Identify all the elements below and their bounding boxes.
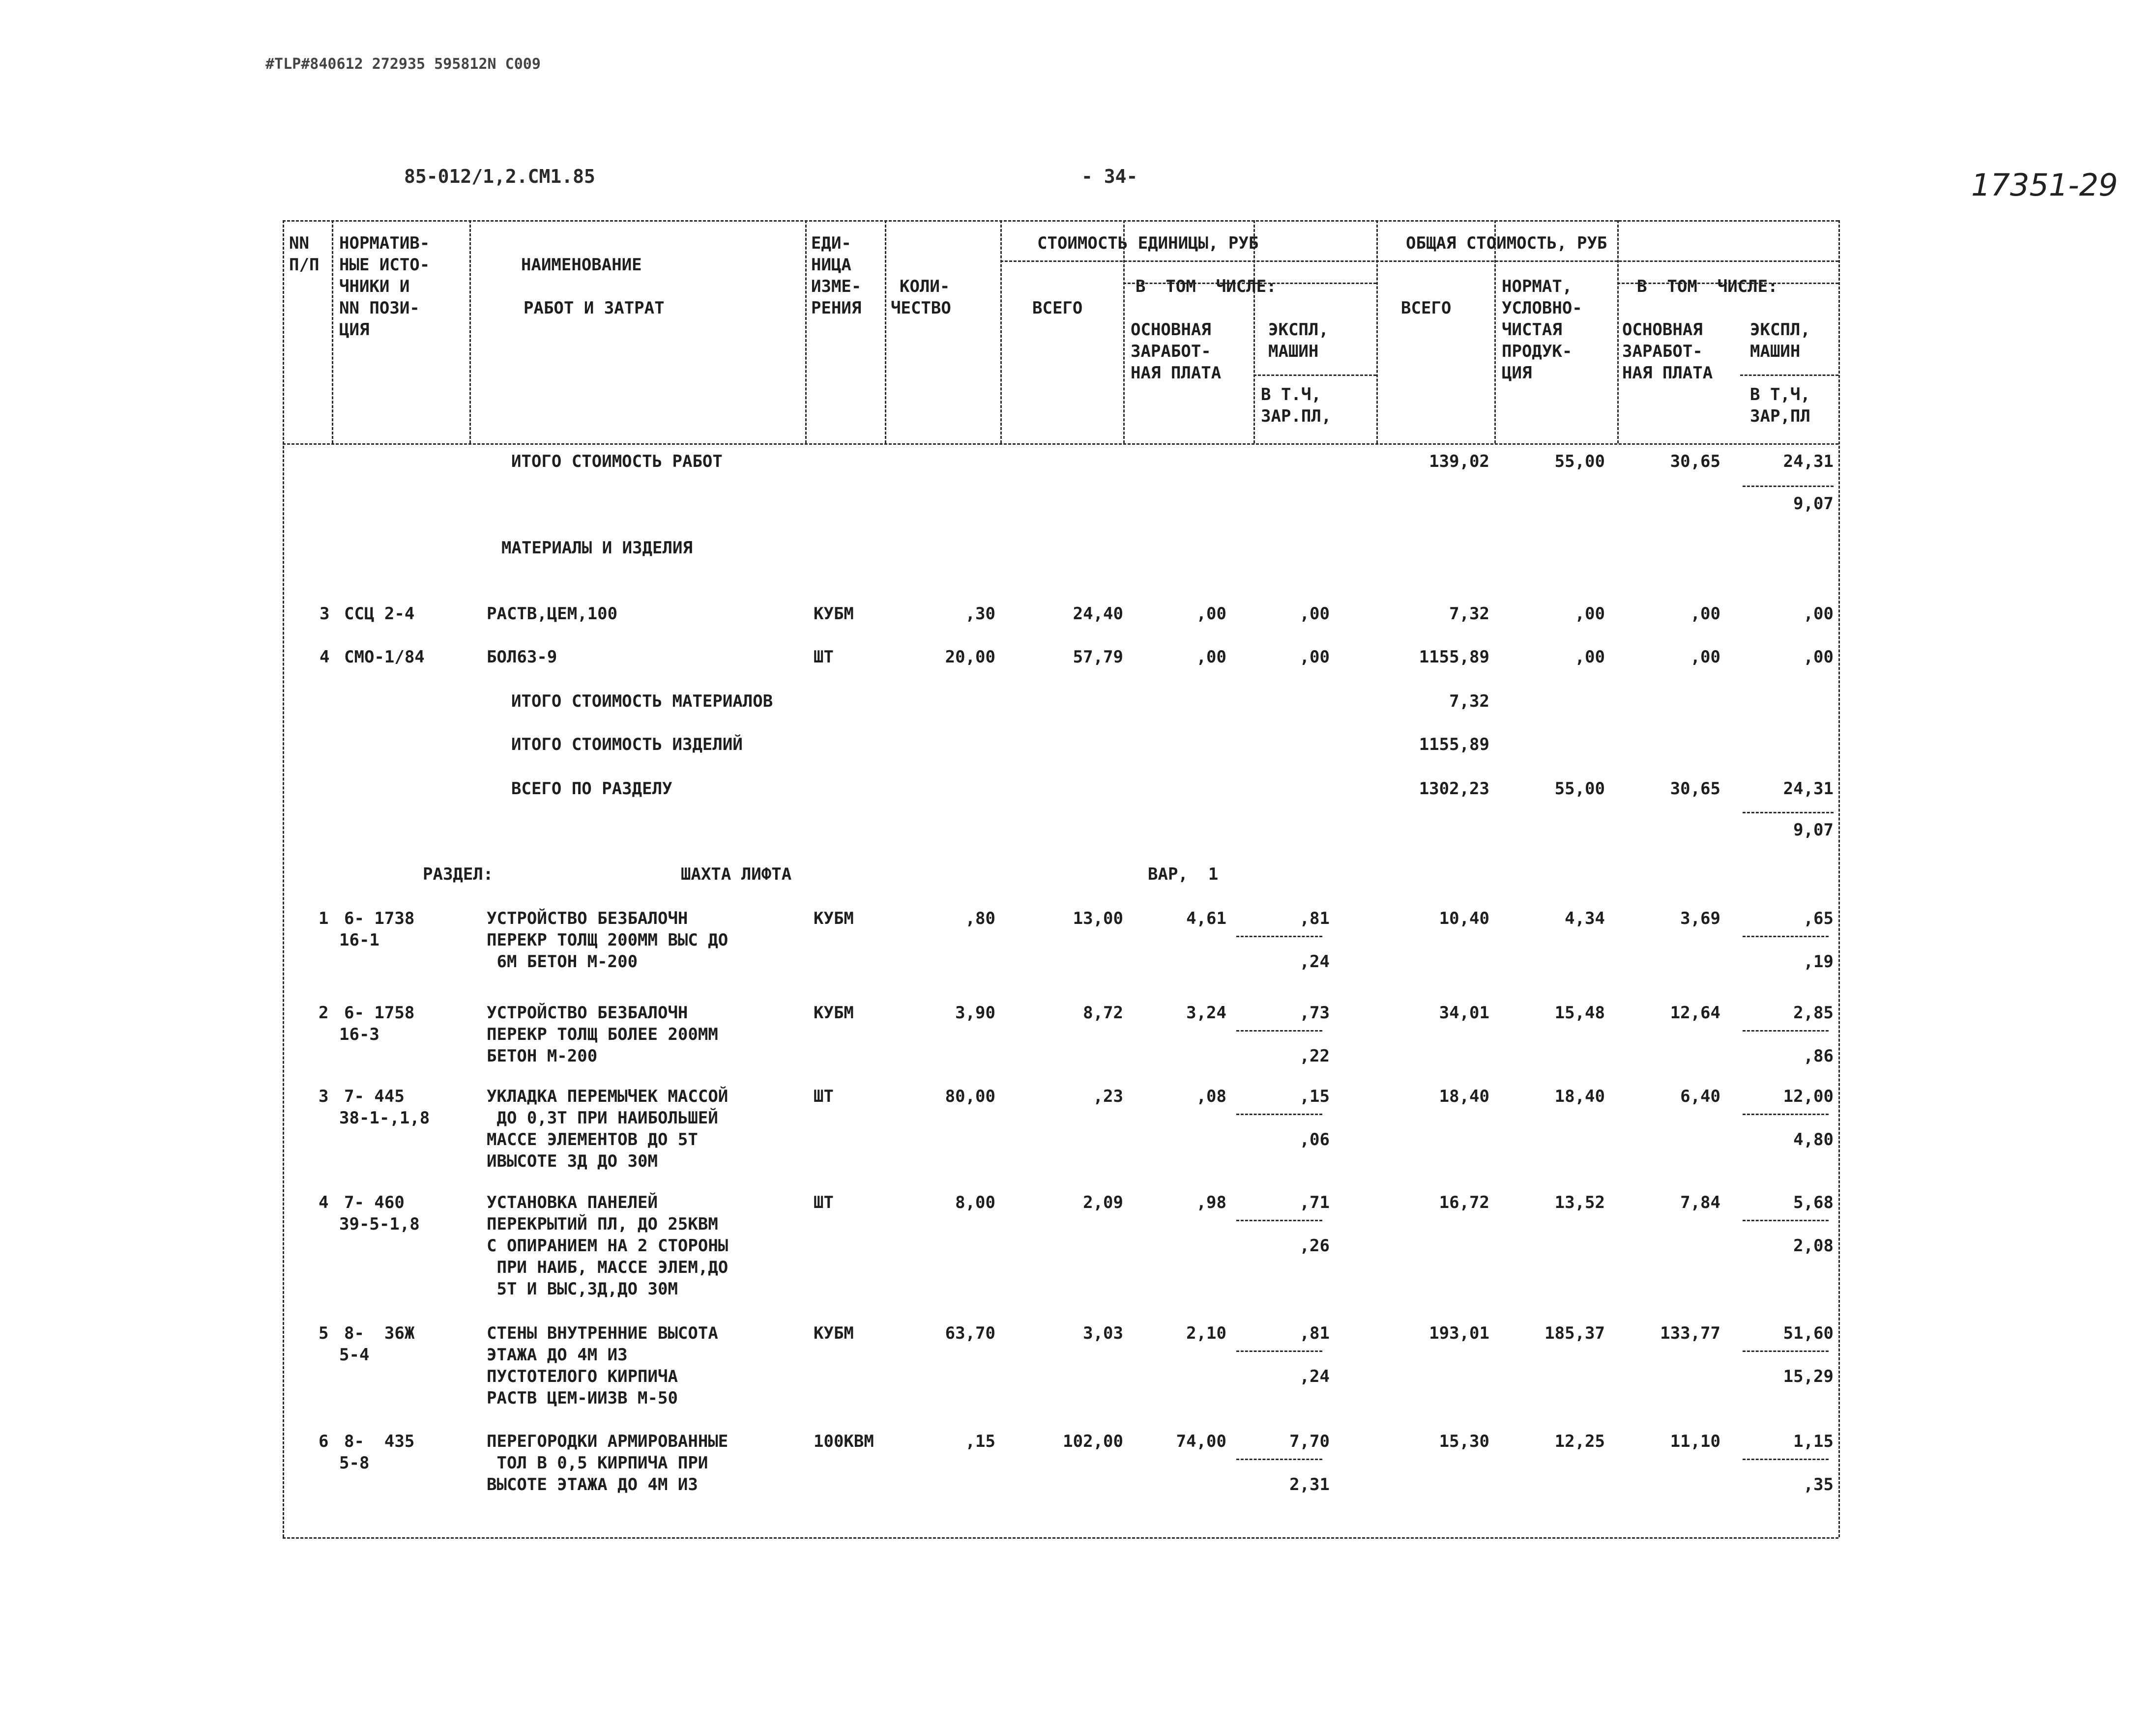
header-normat: УСЛОВНО- — [1502, 298, 1582, 318]
row-unit-osn: ,08 — [1196, 1087, 1226, 1106]
row-total-zp: 2,08 — [1793, 1236, 1834, 1256]
row-total-osn: 12,64 — [1670, 1003, 1720, 1023]
rule-line — [1743, 1350, 1829, 1352]
rule-line — [1236, 1350, 1322, 1352]
row-code: СМО-1/84 — [344, 647, 425, 667]
row-name: СТЕНЫ ВНУТРЕННИЕ ВЫСОТА — [487, 1323, 718, 1343]
header-osn: НАЯ ПЛАТА — [1131, 363, 1222, 383]
row-total-eksp: 12,00 — [1783, 1087, 1834, 1106]
row-total-zp: ,35 — [1803, 1475, 1834, 1494]
header-osn: ЗАРАБОТ- — [1131, 342, 1211, 361]
row-code: 7- 445 — [344, 1087, 405, 1106]
rule-line — [1236, 1459, 1322, 1460]
row-total-eksp: 2,85 — [1793, 1003, 1834, 1023]
row-name: ПРИ НАИБ, МАССЕ ЭЛЕМ,ДО — [487, 1258, 728, 1277]
top-code: #TLP#840612 272935 595812N C009 — [265, 56, 541, 73]
row-unit-total: ,23 — [1093, 1087, 1123, 1106]
header-total-vsego: ВСЕГО — [1401, 298, 1452, 318]
rule-line — [1743, 1459, 1829, 1460]
header-vtch: В Т.Ч, — [1261, 385, 1321, 404]
row-name: 6М БЕТОН М-200 — [487, 952, 638, 972]
materials-title: МАТЕРИАЛЫ И ИЗДЕЛИЯ — [501, 538, 693, 558]
header-name: РАБОТ И ЗАТРАТ — [524, 298, 665, 318]
header-qty: КОЛИ- — [900, 277, 950, 296]
header-incl-2: В ТОМ ЧИСЛЕ: — [1637, 277, 1778, 296]
row-code-2: 5-8 — [339, 1453, 370, 1473]
rule-line — [1236, 1114, 1322, 1115]
section-label: РАЗДЕЛ: — [423, 864, 494, 884]
row-name: ЭТАЖА ДО 4М ИЗ — [487, 1345, 628, 1365]
rule-line — [1743, 1030, 1829, 1032]
section-total-label: ВСЕГО ПО РАЗДЕЛУ — [511, 779, 672, 799]
row-unit-zp: ,24 — [1299, 1367, 1330, 1386]
row-name: С ОПИРАНИЕМ НА 2 СТОРОНЫ — [487, 1236, 728, 1256]
header-eksp-2: МАШИН — [1750, 342, 1801, 361]
row-code-2: 38-1-,1,8 — [339, 1108, 430, 1128]
total-works-eksp: 24,31 — [1783, 452, 1834, 471]
row-unit-zp: ,26 — [1299, 1236, 1330, 1256]
row-total-zp: ,19 — [1803, 952, 1834, 972]
row-name: МАССЕ ЭЛЕМЕНТОВ ДО 5Т — [487, 1130, 698, 1149]
row-name: БЕТОН М-200 — [487, 1046, 598, 1066]
rule-line — [1743, 1114, 1829, 1115]
row-name: ПЕРЕКР ТОЛЩ 200ММ ВЫС ДО — [487, 930, 728, 950]
row-number: 3 — [320, 604, 330, 624]
row-unit-osn: 2,10 — [1186, 1323, 1226, 1343]
row-unit-osn: 3,24 — [1186, 1003, 1226, 1023]
header-rule — [1253, 374, 1376, 376]
row-unit-total: 13,00 — [1073, 909, 1123, 928]
total-materials-label: ИТОГО СТОИМОСТЬ МАТЕРИАЛОВ — [511, 691, 773, 711]
total-works-zp: 9,07 — [1793, 494, 1834, 514]
row-unit-total: 2,09 — [1083, 1193, 1123, 1212]
header-vtch-2: В Т,Ч, — [1750, 385, 1810, 404]
table-top-rule — [283, 220, 1838, 222]
row-total-eksp: 5,68 — [1793, 1193, 1834, 1212]
header-normative: NN ПОЗИ- — [339, 298, 420, 318]
total-works-osn: 30,65 — [1670, 452, 1720, 471]
row-number: 4 — [319, 1193, 329, 1212]
rule-line — [1236, 1220, 1322, 1221]
section-total-zp: 9,07 — [1793, 820, 1834, 840]
row-unit-total: 102,00 — [1063, 1432, 1123, 1451]
column-divider — [1123, 220, 1125, 443]
row-name: ДО 0,3Т ПРИ НАИБОЛЬШЕЙ — [487, 1108, 718, 1128]
total-products-label: ИТОГО СТОИМОСТЬ ИЗДЕЛИЙ — [511, 735, 743, 754]
total-materials-value: 7,32 — [1449, 691, 1489, 711]
row-qty: 80,00 — [945, 1087, 995, 1106]
row-number: 1 — [319, 909, 329, 928]
row-name: ПЕРЕКРЫТИЙ ПЛ, ДО 25КВМ — [487, 1214, 718, 1234]
row-qty: 3,90 — [955, 1003, 995, 1023]
row-number: 6 — [319, 1432, 329, 1451]
header-unit-cost: СТОИМОСТЬ ЕДИНИЦЫ, РУБ — [1037, 233, 1259, 253]
row-total-normat: 185,37 — [1544, 1323, 1605, 1343]
row-unit-osn: ,00 — [1196, 647, 1226, 667]
row-total-normat: 13,52 — [1554, 1193, 1605, 1212]
header-unit: ЕДИ- — [811, 233, 851, 253]
row-name: УСТРОЙСТВО БЕЗБАЛОЧН — [487, 1003, 688, 1023]
column-divider — [1617, 220, 1619, 443]
row-code: 7- 460 — [344, 1193, 405, 1212]
rule-line — [1743, 936, 1829, 937]
total-products-value: 1155,89 — [1419, 735, 1489, 754]
total-works-label: ИТОГО СТОИМОСТЬ РАБОТ — [511, 452, 723, 471]
row-number: 5 — [319, 1323, 329, 1343]
total-works-value: 139,02 — [1429, 452, 1489, 471]
row-unit-zp: ,22 — [1299, 1046, 1330, 1066]
row-unit-eksp: ,81 — [1299, 909, 1330, 928]
row-total-eksp: ,00 — [1803, 647, 1834, 667]
row-total: 7,32 — [1449, 604, 1489, 624]
header-unit: НИЦА — [811, 255, 851, 275]
row-name: РАСТВ ЦЕМ-ИИЗВ М-50 — [487, 1388, 678, 1408]
row-number: 2 — [319, 1003, 329, 1023]
total-works-normat: 55,00 — [1554, 452, 1605, 471]
row-name: УСТРОЙСТВО БЕЗБАЛОЧН — [487, 909, 688, 928]
row-code: 8- 36Ж — [344, 1323, 415, 1343]
header-osn-2: ОСНОВНАЯ — [1622, 320, 1703, 340]
row-name: РАСТВ,ЦЕМ,100 — [487, 604, 618, 624]
column-divider — [469, 220, 471, 443]
row-total-osn: 3,69 — [1680, 909, 1720, 928]
header-osn: ОСНОВНАЯ — [1131, 320, 1211, 340]
column-divider — [805, 220, 807, 443]
row-total-osn: 7,84 — [1680, 1193, 1720, 1212]
section-total-osn: 30,65 — [1670, 779, 1720, 799]
row-total-osn: 6,40 — [1680, 1087, 1720, 1106]
section-total-normat: 55,00 — [1554, 779, 1605, 799]
header-vtch-2: ЗАР,ПЛ — [1750, 406, 1810, 426]
row-total: 16,72 — [1439, 1193, 1489, 1212]
row-total-normat: 15,48 — [1554, 1003, 1605, 1023]
row-total-zp: ,86 — [1803, 1046, 1834, 1066]
row-unit-osn: 4,61 — [1186, 909, 1226, 928]
rule-line — [1743, 812, 1834, 813]
row-total-normat: ,00 — [1574, 647, 1605, 667]
row-unit: КУБМ — [814, 1003, 854, 1023]
row-name: УКЛАДКА ПЕРЕМЫЧЕК МАССОЙ — [487, 1087, 728, 1106]
header-name: НАИМЕНОВАНИЕ — [521, 255, 642, 275]
row-code: 6- 1758 — [344, 1003, 415, 1023]
row-unit: ШТ — [814, 647, 834, 667]
row-unit-eksp: ,15 — [1299, 1087, 1330, 1106]
row-unit: ШТ — [814, 1087, 834, 1106]
header-eksp-2: ЭКСПЛ, — [1750, 320, 1810, 340]
row-number: 4 — [320, 647, 330, 667]
header-osn-2: НАЯ ПЛАТА — [1622, 363, 1713, 383]
header-unit-total: ВСЕГО — [1032, 298, 1083, 318]
row-unit-eksp: ,71 — [1299, 1193, 1330, 1212]
row-total-eksp: 51,60 — [1783, 1323, 1834, 1343]
row-qty: 8,00 — [955, 1193, 995, 1212]
header-incl: В ТОМ ЧИСЛЕ: — [1136, 277, 1277, 296]
row-qty: ,80 — [965, 909, 995, 928]
header-qty: ЧЕСТВО — [891, 298, 951, 318]
row-total: 15,30 — [1439, 1432, 1489, 1451]
table-bottom-rule — [283, 1537, 1838, 1539]
section-variant: ВАР, 1 — [1148, 864, 1219, 884]
row-name: ВЫСОТЕ ЭТАЖА ДО 4М ИЗ — [487, 1475, 698, 1494]
row-total: 34,01 — [1439, 1003, 1489, 1023]
row-total: 1155,89 — [1419, 647, 1489, 667]
row-unit-osn: 74,00 — [1176, 1432, 1226, 1451]
row-total-eksp: 1,15 — [1793, 1432, 1834, 1451]
row-qty: ,30 — [965, 604, 995, 624]
rule-line — [1236, 936, 1322, 937]
row-total-normat: 4,34 — [1565, 909, 1605, 928]
handwritten-note: 17351-29 — [1971, 167, 2118, 203]
row-total: 10,40 — [1439, 909, 1489, 928]
row-name: 5Т И ВЫС,ЗД,ДО 30М — [487, 1279, 678, 1299]
row-unit-eksp: 7,70 — [1289, 1432, 1330, 1451]
header-vtch: ЗАР.ПЛ, — [1261, 406, 1332, 426]
header-normat: ЦИЯ — [1502, 363, 1532, 383]
header-eksp: МАШИН — [1268, 342, 1319, 361]
header-normative: НЫЕ ИСТО- — [339, 255, 430, 275]
row-total-osn: 11,10 — [1670, 1432, 1720, 1451]
row-unit-total: 57,79 — [1073, 647, 1123, 667]
row-unit-eksp: ,73 — [1299, 1003, 1330, 1023]
header-eksp: ЭКСПЛ, — [1268, 320, 1329, 340]
row-code-2: 16-3 — [339, 1025, 379, 1044]
column-divider — [1000, 220, 1002, 443]
row-unit-osn: ,98 — [1196, 1193, 1226, 1212]
row-unit: КУБМ — [814, 604, 854, 624]
row-code-2: 39-5-1,8 — [339, 1214, 420, 1234]
column-divider — [885, 220, 886, 443]
header-total-cost: ОБЩАЯ СТОИМОСТЬ, РУБ — [1406, 233, 1607, 253]
header-unit: РЕНИЯ — [811, 298, 862, 318]
row-total: 18,40 — [1439, 1087, 1489, 1106]
column-divider — [332, 220, 333, 443]
row-name: ПУСТОТЕЛОГО КИРПИЧА — [487, 1367, 678, 1386]
header-normative: НОРМАТИВ- — [339, 233, 430, 253]
row-unit-eksp: ,00 — [1299, 647, 1330, 667]
row-unit-total: 24,40 — [1073, 604, 1123, 624]
row-code-2: 16-1 — [339, 930, 379, 950]
row-total-normat: 18,40 — [1554, 1087, 1605, 1106]
row-unit-osn: ,00 — [1196, 604, 1226, 624]
row-total-eksp: ,00 — [1803, 604, 1834, 624]
header-normat: НОРМАТ, — [1502, 277, 1573, 296]
row-code-2: 5-4 — [339, 1345, 370, 1365]
row-unit: КУБМ — [814, 1323, 854, 1343]
row-qty: ,15 — [965, 1432, 995, 1451]
row-total-osn: ,00 — [1690, 604, 1720, 624]
row-code: 6- 1738 — [344, 909, 415, 928]
table-left-border — [283, 220, 284, 1537]
row-unit-eksp: ,81 — [1299, 1323, 1330, 1343]
row-name: УСТАНОВКА ПАНЕЛЕЙ — [487, 1193, 658, 1212]
header-rule — [1000, 260, 1838, 262]
column-divider — [1376, 220, 1378, 443]
table-right-border — [1838, 220, 1840, 1537]
header-normative: ЦИЯ — [339, 320, 370, 340]
page-number: - 34- — [1081, 166, 1138, 187]
row-unit: КУБМ — [814, 909, 854, 928]
row-name: ПЕРЕГОРОДКИ АРМИРОВАННЫЕ — [487, 1432, 728, 1451]
header-nn: П/П — [289, 255, 320, 275]
column-divider — [1253, 220, 1255, 443]
header-unit: ИЗМЕ- — [811, 277, 862, 296]
section-total-eksp: 24,31 — [1783, 779, 1834, 799]
row-unit-zp: 2,31 — [1289, 1475, 1330, 1494]
row-qty: 63,70 — [945, 1323, 995, 1343]
column-divider — [1494, 220, 1496, 443]
rule-line — [1236, 1030, 1322, 1032]
row-total-eksp: ,65 — [1803, 909, 1834, 928]
header-rule — [1740, 374, 1838, 376]
section-total-value: 1302,23 — [1419, 779, 1489, 799]
row-code: ССЦ 2-4 — [344, 604, 415, 624]
row-name: ПЕРЕКР ТОЛЩ БОЛЕЕ 200ММ — [487, 1025, 718, 1044]
header-normat: ЧИСТАЯ — [1502, 320, 1562, 340]
row-name: ИВЫСОТЕ ЗД ДО 30М — [487, 1151, 658, 1171]
header-osn-2: ЗАРАБОТ- — [1622, 342, 1703, 361]
row-code: 8- 435 — [344, 1432, 415, 1451]
row-name: БОЛ63-9 — [487, 647, 557, 667]
row-number: 3 — [319, 1087, 329, 1106]
header-bottom-rule — [283, 443, 1838, 445]
row-total-zp: 15,29 — [1783, 1367, 1834, 1386]
header-nn: NN — [289, 233, 309, 253]
document-code: 85-012/1,2.СМ1.85 — [404, 166, 595, 187]
rule-line — [1743, 1220, 1829, 1221]
row-total-osn: ,00 — [1690, 647, 1720, 667]
row-qty: 20,00 — [945, 647, 995, 667]
row-unit-eksp: ,00 — [1299, 604, 1330, 624]
rule-line — [1743, 486, 1834, 487]
row-total: 193,01 — [1429, 1323, 1489, 1343]
row-total-zp: 4,80 — [1793, 1130, 1834, 1149]
row-unit-zp: ,06 — [1299, 1130, 1330, 1149]
row-total-normat: ,00 — [1574, 604, 1605, 624]
row-unit: ШТ — [814, 1193, 834, 1212]
section-name: ШАХТА ЛИФТА — [681, 864, 792, 884]
row-unit-total: 8,72 — [1083, 1003, 1123, 1023]
row-total-osn: 133,77 — [1660, 1323, 1720, 1343]
row-unit-total: 3,03 — [1083, 1323, 1123, 1343]
header-normative: ЧНИКИ И — [339, 277, 410, 296]
row-unit-zp: ,24 — [1299, 952, 1330, 972]
row-name: ТОЛ В 0,5 КИРПИЧА ПРИ — [487, 1453, 708, 1473]
row-total-normat: 12,25 — [1554, 1432, 1605, 1451]
header-normat: ПРОДУК- — [1502, 342, 1573, 361]
row-unit: 100КВМ — [814, 1432, 874, 1451]
